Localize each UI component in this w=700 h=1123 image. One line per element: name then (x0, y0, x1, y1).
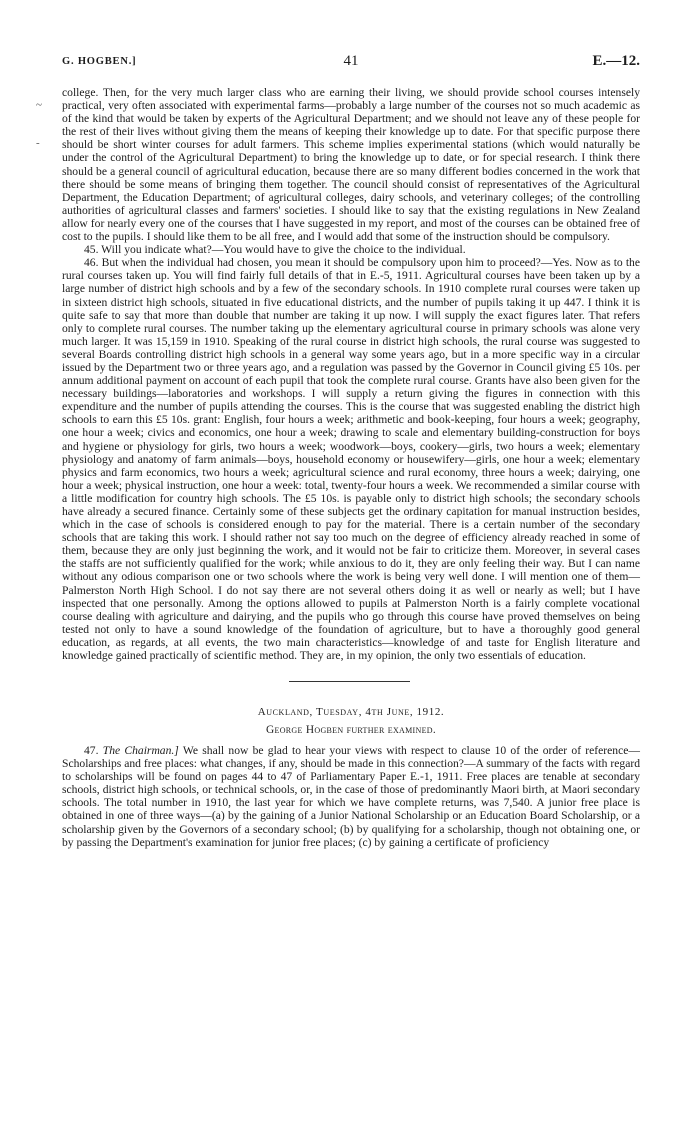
margin-mark: - (36, 137, 40, 149)
paragraph-q46: 46. But when the individual had chosen, you mean it should be compulsory upon him to proceed?—Yes. Now as to the rural courses taken up. You will find fairly full details of that in E.-5, 1911. Agricultural courses have been taken up by a large number of district high schools and by a few of the secondary schools. In 1910 complete rural courses were taken up in sixteen district high schools, situated in five educational districts, and the number of pupils taking it up 447. I think it is quite safe to say that more than double that number are taking it up now. I will supply the exact figures later. That refers only to complete rural courses. The number taking up the elementary agricultural course in primary schools was alone very much larger. It was 15,159 in 1910. Speaking of the rural course in district high schools, the rural course was suggested to several Boards controlling district high schools in a general way some years ago, but in a more specific way in a circular issued by the Department two or three years ago, and a regulation was passed by the Governor in Council giving £5 10s. per annum additional payment on account of each pupil that took the complete rural course. Grants have also been given for the necessary buildings—laboratories and workshops. I will supply a return giving the figures in connection with this expenditure and the number of pupils attending the courses. This is the course that was suggested enabling the district high schools to earn this £5 10s. grant: English, four hours a week; arithmetic and book-keeping, four hours a week; geography, one hour a week; civics and economics, one hour a week; drawing to scale and elementary building-construction for boys and hygiene or physiology for girls, two hours a week; woodwork—boys, cookery—girls, two hours a week; elementary physiology and anatomy of farm animals—boys, household economy or housewifery—girls, one hour a week; elementary physics and farm economics, two hours a week; agricultural science and rural economy, three hours a week; dairying, one hour a week; physical instruction, one hour a week: total, twenty-four hours a week. We recommended a similar course with a little modification for country high schools. The £5 10s. is payable only to district high schools; the secondary schools have already a secured finance. Certainly some of these subjects get the ordinary capitation for manual instruction besides, which in the case of schools is considered enough to pay for the material. There is a certain number of the secondary schools that are taking this work. I should rather not say too much on the degree of efficiency already reached in some of them, because they are only just beginning the work, and it would not be fair to criticize them. Moreover, in several cases the staffs are not sufficiently qualified for the work; while anxious to do it, they are only feeling their way. But I can name without any odious comparison one or two schools where the work is being very well done. I will mention one of them—Palmerston North High School. I do not say there are not several others doing it as well or nearly as well; but I have inspected that one personally. Among the options allowed to pupils at Palmerston North is a fairly complete vocational course dealing with agriculture and dairying, and the pupils who go through this course have proved themselves on being tested not only to have a sound knowledge of the foundation of agriculture, but to have a thoroughly good general education, as regards, at all events, the two main characteristics—knowledge of and taste for English literature and knowledge gained practically of scientific method. They are, in my opinion, the only two essentials of education. (62, 256, 640, 663)
section-divider (289, 681, 410, 682)
testimony-body-continued (62, 744, 640, 849)
question-number: 47. (84, 744, 99, 757)
paragraph-continuation: college. Then, for the very much larger class who are earning their living, we should provide school courses intensely practical, very often associated with experimental farms—probably a large number of the courses not so much academic as of the kind that would be taken by experts of the Agricultural Department; and we should not leave any of these people for the rest of their lives without giving them the means of keeping their knowledge up to date. For that specific purpose there should be short winter courses for adult farmers. This scheme implies experimental stations (which would naturally be under the control of the Agricultural Department) to bring the knowledge up to date, or for special research. I think there should be a general council of agricultural education, because there are so many different bodies concerned in the work that there should be some means of bringing them together. The council should consist of representatives of the Agricultural Department, the Education Department; of agricultural colleges, dairy schools, and veterinary colleges; of the controlling authorities of agricultural classes and farmers' societies. I should like to say that the existing regulations in New Zealand allow for nearly every one of the courses that I have suggested in my report, and most of the courses can be obtained free of cost to the pupils. I should like them to be all free, and I would add that some of the instruction should be compulsory. (62, 86, 640, 244)
session-dateline: Auckland, Tuesday, 4th June, 1912. (257, 706, 445, 718)
paragraph-q45: 45. Will you indicate what?—You would have to give the choice to the individual. (84, 243, 466, 257)
page-header (62, 53, 640, 73)
paragraph-q47 (62, 744, 640, 849)
header-author: G. HOGBEN.] (62, 56, 137, 67)
testimony-body (62, 86, 640, 662)
question-text: We shall now be glad to hear your views with respect to clause 10 of the order of reference—Scholarships and free places: what changes, if any, should be made in this connection?—A summary of the facts with regard to scholarships will be found on pages 44 to 47 of Parliamentary Paper E.-1, 1911. Free places are tenable at secondary schools, district high schools, or technical schools, or, in the case of those of predominantly Maori birth, at Maori secondary schools. The total number in 1910, the last year for which we have complete returns, was 7,540. A junior free place is obtained in one of three ways—(a) by the gaining of a Junior National Scholarship or an Education Board Scholarship, or a scholarship given by the Governors of a secondary school; (b) by qualifying for a scholarship, though not obtaining one, or by passing the Department's examination for junior free places; (c) by gaining a certificate of proficiency (62, 744, 640, 849)
page-number: 41 (343, 53, 359, 69)
speaker-name: The Chairman.] (102, 744, 179, 757)
margin-mark: ~ (36, 99, 42, 111)
document-reference: E.—12. (592, 53, 640, 69)
witness-subheading: George Hogben further examined. (266, 724, 436, 736)
